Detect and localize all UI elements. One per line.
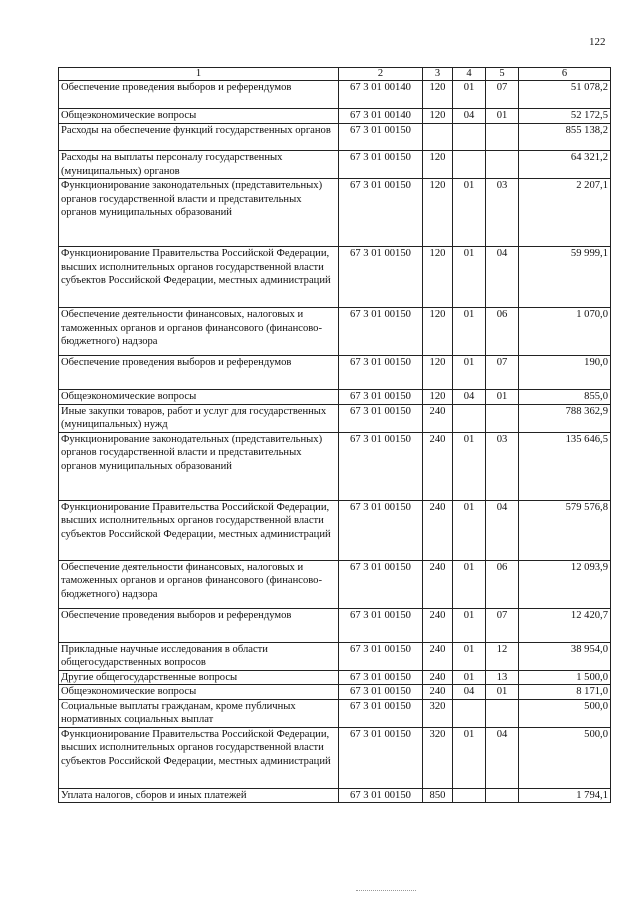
- table-row: [59, 685, 611, 700]
- row-name-cell: Функционирование Правительства Российской Федерации, высших исполнительных органов государственной власти субъектов Российской Федерации, местных администраций: [59, 247, 339, 308]
- table-row: [59, 404, 611, 432]
- row-sum-cell: 1 070,0: [519, 308, 611, 356]
- header-cell: 4: [453, 68, 486, 81]
- row-col5-cell: 03: [486, 179, 519, 247]
- row-sum-cell: 12 093,9: [519, 560, 611, 608]
- row-col3-cell: 120: [423, 247, 453, 308]
- row-col4-cell: [453, 151, 486, 179]
- row-sum-cell: 579 576,8: [519, 500, 611, 560]
- table-row: [59, 356, 611, 390]
- row-code-cell: 67 3 01 00150: [339, 404, 423, 432]
- row-name-cell: Расходы на обеспечение функций государственных органов: [59, 124, 339, 151]
- row-sum-cell: 59 999,1: [519, 247, 611, 308]
- page-number: 122: [589, 36, 606, 48]
- row-name-cell: Социальные выплаты гражданам, кроме публичных нормативных социальных выплат: [59, 699, 339, 727]
- row-col4-cell: 01: [453, 608, 486, 642]
- row-sum-cell: 1 794,1: [519, 788, 611, 803]
- row-name-cell: Расходы на выплаты персоналу государственных (муниципальных) органов: [59, 151, 339, 179]
- row-col4-cell: 01: [453, 356, 486, 390]
- row-code-cell: 67 3 01 00150: [339, 124, 423, 151]
- row-code-cell: 67 3 01 00150: [339, 390, 423, 405]
- row-col3-cell: 240: [423, 500, 453, 560]
- table-row: [59, 670, 611, 685]
- row-col3-cell: 320: [423, 727, 453, 788]
- row-sum-cell: 64 321,2: [519, 151, 611, 179]
- row-col3-cell: 240: [423, 432, 453, 500]
- row-code-cell: 67 3 01 00150: [339, 151, 423, 179]
- row-col4-cell: 01: [453, 81, 486, 109]
- row-col5-cell: [486, 124, 519, 151]
- row-name-cell: Иные закупки товаров, работ и услуг для государственных (муниципальных) нужд: [59, 404, 339, 432]
- table-row: [59, 560, 611, 608]
- row-sum-cell: 2 207,1: [519, 179, 611, 247]
- row-name-cell: Обеспечение проведения выборов и референдумов: [59, 356, 339, 390]
- row-col3-cell: 320: [423, 699, 453, 727]
- table-row: [59, 642, 611, 670]
- header-cell: 2: [339, 68, 423, 81]
- row-col5-cell: 01: [486, 109, 519, 124]
- row-col3-cell: 240: [423, 642, 453, 670]
- table-row: [59, 308, 611, 356]
- row-col5-cell: 06: [486, 308, 519, 356]
- footer-mark: [356, 890, 416, 892]
- row-sum-cell: 855,0: [519, 390, 611, 405]
- row-col3-cell: 240: [423, 608, 453, 642]
- row-code-cell: 67 3 01 00150: [339, 788, 423, 803]
- row-col4-cell: 01: [453, 727, 486, 788]
- row-col3-cell: 120: [423, 308, 453, 356]
- row-col3-cell: 120: [423, 109, 453, 124]
- header-cell: 3: [423, 68, 453, 81]
- row-sum-cell: 38 954,0: [519, 642, 611, 670]
- table-row: [59, 179, 611, 247]
- header-cell: 6: [519, 68, 611, 81]
- row-col5-cell: 01: [486, 685, 519, 700]
- row-name-cell: Другие общегосударственные вопросы: [59, 670, 339, 685]
- row-sum-cell: 8 171,0: [519, 685, 611, 700]
- header-cell: 1: [59, 68, 339, 81]
- row-col3-cell: 240: [423, 404, 453, 432]
- row-name-cell: Общеэкономические вопросы: [59, 685, 339, 700]
- row-code-cell: 67 3 01 00150: [339, 560, 423, 608]
- row-code-cell: 67 3 01 00140: [339, 81, 423, 109]
- row-col5-cell: [486, 788, 519, 803]
- row-col4-cell: [453, 124, 486, 151]
- row-code-cell: 67 3 01 00150: [339, 308, 423, 356]
- row-col5-cell: [486, 404, 519, 432]
- table-row: [59, 699, 611, 727]
- row-code-cell: 67 3 01 00150: [339, 642, 423, 670]
- row-col3-cell: 120: [423, 179, 453, 247]
- row-col4-cell: 01: [453, 247, 486, 308]
- row-sum-cell: 12 420,7: [519, 608, 611, 642]
- table-row: [59, 151, 611, 179]
- row-sum-cell: 1 500,0: [519, 670, 611, 685]
- row-code-cell: 67 3 01 00150: [339, 685, 423, 700]
- table-row: [59, 124, 611, 151]
- row-name-cell: Обеспечение деятельности финансовых, налоговых и таможенных органов и органов финансового (финансово-бюджетного) надзора: [59, 560, 339, 608]
- row-col4-cell: 01: [453, 642, 486, 670]
- row-col4-cell: 04: [453, 109, 486, 124]
- row-sum-cell: 190,0: [519, 356, 611, 390]
- table-row: [59, 608, 611, 642]
- row-sum-cell: 52 172,5: [519, 109, 611, 124]
- row-col5-cell: [486, 151, 519, 179]
- row-col4-cell: [453, 699, 486, 727]
- row-col5-cell: [486, 699, 519, 727]
- row-col5-cell: 04: [486, 247, 519, 308]
- budget-table: [58, 67, 611, 803]
- row-code-cell: 67 3 01 00150: [339, 500, 423, 560]
- table-row: [59, 247, 611, 308]
- row-col4-cell: [453, 788, 486, 803]
- row-col3-cell: 240: [423, 670, 453, 685]
- row-col5-cell: 01: [486, 390, 519, 405]
- row-col5-cell: 07: [486, 608, 519, 642]
- row-sum-cell: 500,0: [519, 727, 611, 788]
- row-col5-cell: 04: [486, 727, 519, 788]
- row-code-cell: 67 3 01 00150: [339, 608, 423, 642]
- row-sum-cell: 500,0: [519, 699, 611, 727]
- row-name-cell: Обеспечение деятельности финансовых, налоговых и таможенных органов и органов финансового (финансово-бюджетного) надзора: [59, 308, 339, 356]
- row-col5-cell: 07: [486, 356, 519, 390]
- row-name-cell: Функционирование законодательных (представительных) органов государственной власти и представительных органов муниципальных образований: [59, 432, 339, 500]
- row-name-cell: Функционирование Правительства Российской Федерации, высших исполнительных органов государственной власти субъектов Российской Федерации, местных администраций: [59, 727, 339, 788]
- row-code-cell: 67 3 01 00150: [339, 179, 423, 247]
- row-sum-cell: 855 138,2: [519, 124, 611, 151]
- row-code-cell: 67 3 01 00150: [339, 670, 423, 685]
- row-name-cell: Функционирование Правительства Российской Федерации, высших исполнительных органов государственной власти субъектов Российской Федерации, местных администраций: [59, 500, 339, 560]
- row-name-cell: Общеэкономические вопросы: [59, 390, 339, 405]
- row-col3-cell: 120: [423, 151, 453, 179]
- row-col5-cell: 12: [486, 642, 519, 670]
- row-code-cell: 67 3 01 00140: [339, 109, 423, 124]
- table-header-row: [59, 68, 611, 81]
- row-col5-cell: 07: [486, 81, 519, 109]
- row-code-cell: 67 3 01 00150: [339, 727, 423, 788]
- row-col3-cell: 240: [423, 560, 453, 608]
- row-code-cell: 67 3 01 00150: [339, 432, 423, 500]
- row-col3-cell: 240: [423, 685, 453, 700]
- table-row: [59, 727, 611, 788]
- row-col5-cell: 03: [486, 432, 519, 500]
- row-name-cell: Обеспечение проведения выборов и референдумов: [59, 81, 339, 109]
- row-col4-cell: 04: [453, 685, 486, 700]
- row-col4-cell: 01: [453, 432, 486, 500]
- row-sum-cell: 51 078,2: [519, 81, 611, 109]
- row-col3-cell: 120: [423, 390, 453, 405]
- row-col5-cell: 04: [486, 500, 519, 560]
- row-col3-cell: 120: [423, 81, 453, 109]
- row-col4-cell: 01: [453, 560, 486, 608]
- row-col4-cell: 01: [453, 670, 486, 685]
- row-col3-cell: [423, 124, 453, 151]
- table-row: [59, 390, 611, 405]
- table-row: [59, 500, 611, 560]
- row-col4-cell: [453, 404, 486, 432]
- row-code-cell: 67 3 01 00150: [339, 699, 423, 727]
- table-body: [59, 81, 611, 803]
- row-col5-cell: 06: [486, 560, 519, 608]
- row-name-cell: Уплата налогов, сборов и иных платежей: [59, 788, 339, 803]
- row-col3-cell: 120: [423, 356, 453, 390]
- row-col4-cell: 01: [453, 179, 486, 247]
- row-name-cell: Обеспечение проведения выборов и референдумов: [59, 608, 339, 642]
- row-col4-cell: 04: [453, 390, 486, 405]
- row-code-cell: 67 3 01 00150: [339, 356, 423, 390]
- row-sum-cell: 788 362,9: [519, 404, 611, 432]
- row-code-cell: 67 3 01 00150: [339, 247, 423, 308]
- table-row: [59, 109, 611, 124]
- header-cell: 5: [486, 68, 519, 81]
- row-col4-cell: 01: [453, 308, 486, 356]
- row-name-cell: Функционирование законодательных (представительных) органов государственной власти и представительных органов муниципальных образований: [59, 179, 339, 247]
- row-name-cell: Общеэкономические вопросы: [59, 109, 339, 124]
- table-row: [59, 432, 611, 500]
- table-row: [59, 788, 611, 803]
- row-name-cell: Прикладные научные исследования в области общегосударственных вопросов: [59, 642, 339, 670]
- row-col4-cell: 01: [453, 500, 486, 560]
- table-row: [59, 81, 611, 109]
- row-col5-cell: 13: [486, 670, 519, 685]
- row-col3-cell: 850: [423, 788, 453, 803]
- row-sum-cell: 135 646,5: [519, 432, 611, 500]
